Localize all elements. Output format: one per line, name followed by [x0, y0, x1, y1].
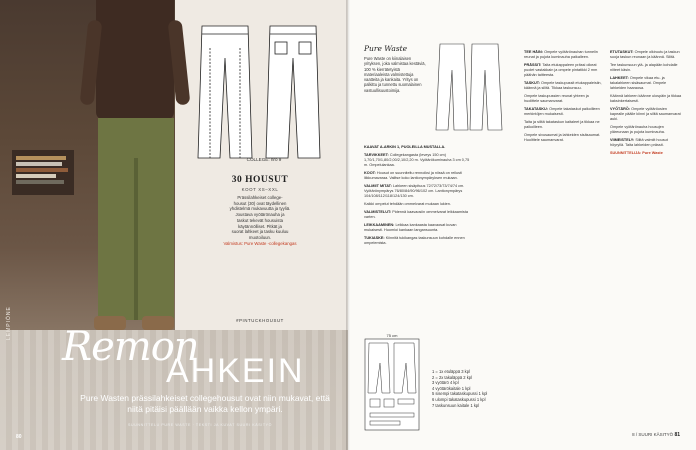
instruction-text: Ompele takataskut paikoilleen merkintöjen mukaisesti. [524, 107, 600, 116]
instruction-paragraph [524, 63, 602, 78]
instruction-label: LEIKKAAMINEN: [364, 223, 395, 227]
cutting-layout-diagram [364, 333, 420, 431]
page-number-left: 80 [16, 434, 22, 440]
instruction-paragraph [364, 210, 470, 220]
instruction-label: LAHKEET: [610, 76, 629, 80]
description-line: Prässilahkeiset college- [237, 195, 283, 200]
instruction-paragraph [524, 81, 602, 91]
legend-item: 5 sisempi takataskupussi 1 kpl [432, 391, 488, 397]
description-line: housut (30) ovat täydellinen [233, 200, 287, 206]
book [16, 162, 62, 166]
book [16, 168, 68, 172]
instruction-label: VALMIIT MITAT: [364, 184, 392, 188]
right-page [348, 0, 696, 450]
instruction-paragraph [610, 76, 682, 91]
page-number-right: 81 [674, 432, 680, 438]
section-side-label: LEMPIÖNE [6, 306, 12, 340]
instruction-label: TASKUT: [524, 81, 540, 85]
instructions-column-1 [364, 145, 470, 249]
headline-subtitle: Pure Wasten prässilahkeiset collegehousut ovat niin mukavat, että niitä pitäisi päällään vaikka kellon ympäri. [80, 393, 330, 414]
instruction-paragraph [610, 138, 682, 148]
instruction-text: Ompele vyötäröosien kapealle päälle kiinni ja silitä saumanvarat auki. [610, 107, 681, 121]
product-title: 30 HOUSUT [231, 175, 289, 185]
trousers-technical-drawing [190, 18, 330, 168]
instruction-text: Ompele taskupussien reunat yhteen ja huolittele saumanvarat. [524, 94, 589, 103]
instruction-label: ETUTASKUT: [610, 50, 634, 54]
legend-item: 4 vyötärökaitale 1 kpl [432, 385, 471, 391]
instruction-text: Taita ja silitä takataskun kaitaleet ja tikkaa ne paikoilleen. [524, 120, 600, 129]
legend-item: 1 = 1x etuläppä 3 kpl [432, 369, 470, 374]
instruction-paragraph [364, 153, 470, 168]
instruction-label: VIIMEISTELY: [610, 138, 635, 142]
product-description [200, 195, 320, 246]
credits: SUUNNITTELU PURE WASTE · TEKSTI JA KUVAT SUURI KÄSITYÖ [128, 423, 273, 427]
instruction-paragraph [364, 202, 470, 207]
legend-item: 7 taskunsuun kaitale 1 kpl [432, 402, 480, 408]
instruction-text: Pidennä kaavaosiin ommelvarat leikkaamista varten. [364, 210, 468, 219]
instructions-heading: KAAVAT A-ARKIN 1, PUOLEILLA MUSTALLA. [364, 145, 446, 149]
fabric-label: COLLEGE: nro 9 [246, 157, 282, 162]
instruction-text: Ompele taskupussit etukappaleisiin, käännä ja silitä. Tikkaa taskunsuu. [524, 81, 602, 90]
instruction-text: Ompele vyötärönauhan tunnelin reunat ja pujota kuminauha paikalleen. [524, 50, 598, 59]
instruction-label: TUKIASKE: [364, 236, 385, 240]
description-line: muotoiluun. [248, 234, 272, 240]
book [16, 180, 64, 184]
instruction-paragraph [610, 107, 682, 122]
trouser-leg-split [134, 158, 138, 320]
instruction-paragraph [610, 125, 682, 135]
legend-item: 6 ulompi takataskupussi 1 kpl [432, 396, 486, 402]
brand-box [364, 44, 426, 93]
instruction-text: Taita etukappaleen prässi oikeat puolet vastakkain ja ompele pintatikki 2 mm päähän taitteesta. [524, 63, 598, 77]
instruction-label: VYÖTÄRÖ: [610, 107, 631, 111]
description-line: yhdistelmä mukavuutta ja tyyliä. [229, 206, 291, 212]
book [16, 156, 66, 160]
instruction-label: TEE HÄIN: [524, 50, 543, 54]
instruction-text: Lahkeen sisäpituus 72/72/73/73/74/74 cm. Vyötärönympärys 76/80/84/90/96/102 cm. Lantionympärys 104/108/112/118/124/130 cm. [364, 184, 465, 198]
instruction-text: Collegekangasta (leveys 150 cm) 1,70/1,70/1,80/2,00/2,10/2,20 m. Vyötärökuminauha 3 cm 0,75 m. Ompelulankaa. [364, 153, 470, 167]
sizes-label: KOOT XS–XXL [241, 187, 279, 192]
brand-title: Pure Waste [364, 44, 408, 53]
page-gutter [346, 0, 350, 450]
model-shirt [96, 0, 174, 120]
instruction-text: Ompele sivusaumat ja lahkeiden sisäsaumat. Huolittele saumanvarat. [524, 133, 601, 142]
description-highlight: Valmistus: Pure Waste -collegekangas [223, 240, 297, 246]
description-line: taskut tekevät housuista [236, 217, 284, 223]
instruction-text: Kaikki ompelut tehdään ommelvarat mukaan lukien. [364, 202, 451, 206]
instruction-paragraph [610, 94, 682, 104]
instruction-text: Housut on suunniteltu rennoiksi ja niissä on reilusti liikkumavaraa. Valitse koko lantionympäryksen mukaan. [364, 171, 462, 180]
instruction-label: TAKATASKU: [524, 107, 549, 111]
instruction-text: Käännä lahkeen käänne ulospäin ja tikkaa kaksinkertaisesti. [610, 94, 682, 103]
instruction-text: Ompele vikaa etu- ja takalahkeen sisäsaumat. Ompele lahkeiden haaraosa. [610, 76, 667, 90]
instruction-paragraph [524, 94, 602, 104]
brand-text: Pure Waste on kiinalaisen yrityksen, joka valmistaa kestäviä, 100 % kierrätetyistä materiaaleista valmistettuja vaatteita ja kankaita. Yritys on palkittu ja tunnettu suomalainen vastuullisuustoimija. [364, 56, 426, 93]
instruction-paragraph [524, 133, 602, 143]
instruction-text: Tee taskunsuun ylä- ja alapään kohdalle niiteet käsin. [610, 63, 678, 72]
instruction-paragraph [610, 50, 682, 60]
folio-text: 8 / SUURI KÄSITYÖ [632, 432, 674, 437]
instructions-column-3 [610, 50, 682, 159]
book [16, 174, 56, 178]
instruction-paragraph [524, 50, 602, 60]
instruction-label: TARVIKKEET: [364, 153, 389, 157]
cut-width-label: 75 cm [386, 333, 398, 338]
instruction-label: VALMISTELUT: [364, 210, 392, 214]
pattern-legend [432, 369, 487, 408]
description-line: Joustava vyötärönauha ja [235, 212, 285, 218]
legend-item: 3 vyötärö 4 kpl [432, 380, 459, 386]
instruction-text: Ompele vyötärönauha housujen yläreunaan ja pujota kuminauha. [610, 125, 665, 134]
folio-right [632, 432, 680, 438]
instruction-paragraph [364, 223, 470, 233]
headline-script: Remon [62, 324, 199, 370]
instruction-text: Silitä valmiit housut höyryllä. Taita lahkeiden prässit. [610, 138, 668, 147]
instruction-text: Ompele olkiruutu ja taskun suoja taskun reunaan ja käännä. Silitä. [610, 50, 680, 59]
description-line: suorat lahkeet ja tasku kuuluu [231, 229, 289, 235]
hashtag: #PINTUCKHOUSUT [236, 318, 284, 323]
instruction-text: Leikkaa kankaasta kaavaosat kuvan mukaisesti. Huomioi kankaan langansuunta. [364, 223, 457, 232]
designer-signature: SUUNNITTELIJA: Pure Waste [610, 151, 663, 155]
pattern-pieces-drawing [434, 40, 504, 134]
instruction-paragraph [524, 107, 602, 117]
bookshelf [12, 150, 74, 195]
headline-caps: AHKEIN [166, 352, 305, 390]
legend-item: 2 = 2x takaläppä 2 kpl [432, 374, 472, 380]
instruction-paragraph [364, 236, 470, 246]
instruction-paragraph [610, 63, 682, 73]
model-trousers [98, 118, 174, 320]
instructions-column-2 [524, 50, 602, 146]
instruction-paragraph [524, 120, 602, 130]
instruction-label: PRÄSSIT: [524, 63, 542, 67]
description-line: käytännölliset. Pitkät ja [238, 223, 282, 229]
instruction-label: KOOT: [364, 171, 376, 175]
instruction-paragraph [364, 184, 470, 199]
instruction-text: Kiinnitä tukikangas taskunsuun kohdalle ennen ompelemista. [364, 236, 465, 245]
instruction-paragraph [364, 171, 470, 181]
